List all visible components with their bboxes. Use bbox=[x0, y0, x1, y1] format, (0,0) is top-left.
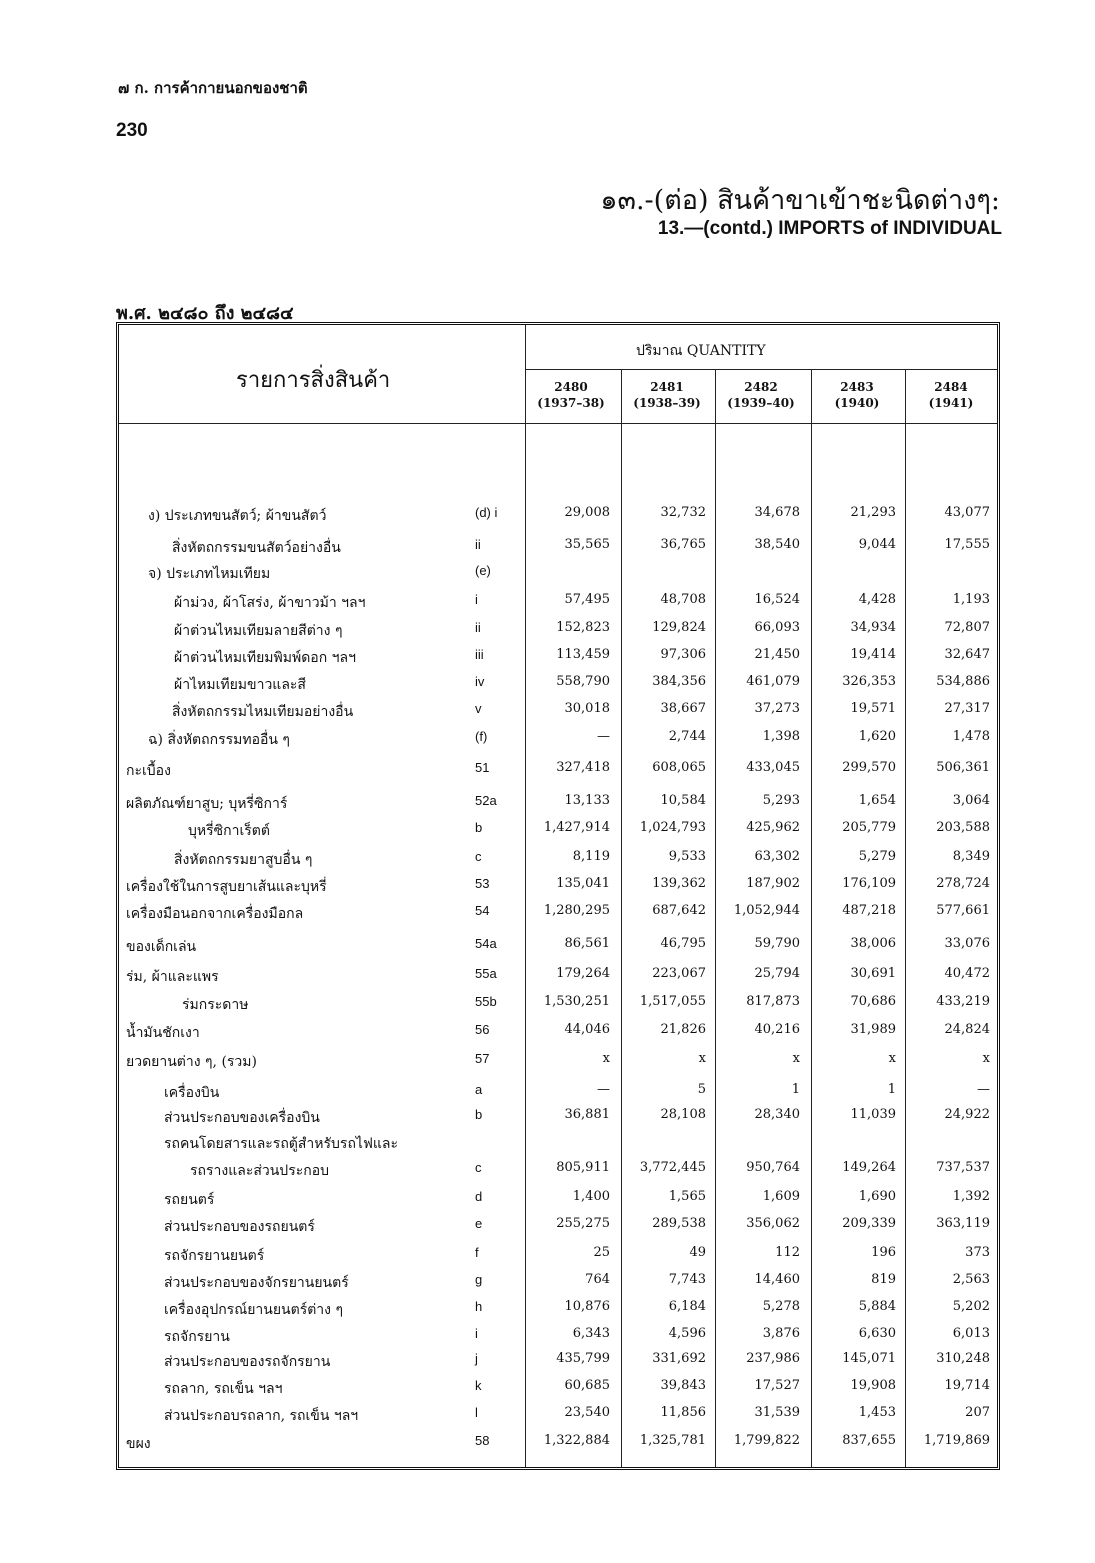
row-value: 38,540 bbox=[754, 537, 800, 552]
row-value: 145,071 bbox=[842, 1351, 896, 1366]
row-value: 310,248 bbox=[936, 1351, 990, 1366]
row-code: h bbox=[475, 1299, 483, 1314]
row-value: 34,678 bbox=[754, 505, 800, 520]
table-row bbox=[118, 592, 998, 618]
table-row bbox=[118, 674, 998, 700]
row-value: 24,922 bbox=[944, 1107, 990, 1122]
row-value: 1,052,944 bbox=[733, 903, 800, 918]
row-value: 36,881 bbox=[564, 1107, 610, 1122]
table-row bbox=[118, 1405, 998, 1431]
row-value: 23,540 bbox=[564, 1405, 610, 1420]
row-value: 19,908 bbox=[850, 1378, 896, 1393]
row-code: (f) bbox=[475, 729, 488, 744]
row-value: 327,418 bbox=[556, 760, 610, 775]
table-row bbox=[118, 647, 998, 673]
row-code: iv bbox=[475, 674, 485, 689]
row-value: 1,478 bbox=[952, 729, 990, 744]
items-column-header: รายการสิ่งสินค้า bbox=[236, 368, 391, 393]
row-code: 54 bbox=[475, 903, 490, 918]
row-value: 433,219 bbox=[936, 994, 990, 1009]
row-value: 31,989 bbox=[850, 1022, 896, 1037]
table-row bbox=[118, 729, 998, 755]
row-code: 51 bbox=[475, 760, 490, 775]
row-code: (e) bbox=[475, 563, 491, 578]
row-value: 46,795 bbox=[660, 936, 706, 951]
row-value: 19,571 bbox=[850, 701, 896, 716]
row-code: iii bbox=[475, 647, 484, 662]
row-label: ยวดยานต่าง ๆ, (รวม) bbox=[126, 1054, 257, 1070]
row-label: จ) ประเภทไหมเทียม bbox=[148, 566, 271, 582]
row-value: 819 bbox=[871, 1272, 896, 1287]
row-value: 289,538 bbox=[652, 1216, 706, 1231]
row-value: 1,325,781 bbox=[639, 1433, 706, 1448]
row-value: 425,962 bbox=[746, 820, 800, 835]
row-label: ส่วนประกอบของรถยนตร์ bbox=[164, 1219, 315, 1235]
row-code: c bbox=[475, 1160, 482, 1175]
row-value: 35,565 bbox=[564, 537, 610, 552]
row-label: กะเบื้อง bbox=[126, 763, 171, 779]
row-label: สิ่งหัตถกรรมขนสัตว์อย่างอื่น bbox=[172, 540, 341, 556]
row-label: บุหรี่ซิกาเร็ตต์ bbox=[188, 823, 270, 839]
row-label: เครื่องมือนอกจากเครื่องมือกล bbox=[126, 906, 304, 922]
table-row bbox=[118, 793, 998, 819]
row-value: 1,517,055 bbox=[639, 994, 706, 1009]
row-value: 38,667 bbox=[660, 701, 706, 716]
row-code: 54a bbox=[475, 936, 497, 951]
row-code: g bbox=[475, 1272, 483, 1287]
row-label: ผ้าม่วง, ผ้าโสร่ง, ผ้าขาวม้า ฯลฯ bbox=[174, 595, 366, 611]
row-value: 16,524 bbox=[754, 592, 800, 607]
row-value: 10,584 bbox=[660, 793, 706, 808]
row-value: 63,302 bbox=[754, 849, 800, 864]
row-value: 1,654 bbox=[858, 793, 896, 808]
year-header: 2482 (1939–40) bbox=[727, 380, 795, 410]
row-value: 112 bbox=[775, 1245, 800, 1260]
row-value: — bbox=[977, 1082, 990, 1097]
row-value: 1,400 bbox=[572, 1189, 610, 1204]
row-value: 5,202 bbox=[952, 1299, 990, 1314]
row-value: x bbox=[698, 1051, 706, 1066]
row-code: 57 bbox=[475, 1051, 490, 1066]
table-row bbox=[118, 1022, 998, 1048]
row-label: สิ่งหัตถกรรมยาสูบอื่น ๆ bbox=[174, 852, 313, 868]
row-value: 3,772,445 bbox=[639, 1160, 706, 1175]
row-code: i bbox=[475, 592, 478, 607]
row-value: 2,744 bbox=[668, 729, 706, 744]
row-value: x bbox=[982, 1051, 990, 1066]
row-code: 58 bbox=[475, 1433, 490, 1448]
row-value: 817,873 bbox=[746, 994, 800, 1009]
row-value: 8,119 bbox=[572, 849, 610, 864]
row-label: ส่วนประกอบของจักรยานยนตร์ bbox=[164, 1275, 349, 1291]
row-value: x bbox=[602, 1051, 610, 1066]
row-value: 805,911 bbox=[556, 1160, 610, 1175]
row-value: 534,886 bbox=[936, 674, 990, 689]
row-value: 506,361 bbox=[936, 760, 990, 775]
row-code: b bbox=[475, 820, 483, 835]
row-code: f bbox=[475, 1245, 479, 1260]
row-code: e bbox=[475, 1216, 483, 1231]
row-value: 59,790 bbox=[754, 936, 800, 951]
row-value: 135,041 bbox=[556, 876, 610, 891]
row-label: ส่วนประกอบรถลาก, รถเข็น ฯลฯ bbox=[164, 1408, 359, 1424]
year-header: 2480 (1937–38) bbox=[537, 380, 605, 410]
row-value: 1,024,793 bbox=[639, 820, 706, 835]
row-value: 255,275 bbox=[556, 1216, 610, 1231]
table-row bbox=[118, 1133, 998, 1159]
row-label: รถจักรยาน bbox=[164, 1329, 230, 1345]
row-code: k bbox=[475, 1378, 482, 1393]
row-value: 687,642 bbox=[652, 903, 706, 918]
row-value: 373 bbox=[965, 1245, 990, 1260]
row-value: 608,065 bbox=[652, 760, 706, 775]
row-value: 209,339 bbox=[842, 1216, 896, 1231]
row-value: 1,453 bbox=[858, 1405, 896, 1420]
table-row bbox=[118, 537, 998, 563]
row-label: รถยนตร์ bbox=[164, 1192, 215, 1208]
row-value: 6,343 bbox=[572, 1326, 610, 1341]
row-value: 1,799,822 bbox=[733, 1433, 800, 1448]
table-title-english: 13.—(contd.) IMPORTS of INDIVIDUAL bbox=[657, 218, 1002, 239]
row-value: 19,414 bbox=[850, 647, 896, 662]
row-value: 30,018 bbox=[564, 701, 610, 716]
table-row bbox=[118, 849, 998, 875]
row-value: 32,647 bbox=[944, 647, 990, 662]
row-label: เครื่องใช้ในการสูบยาเส้นและบุหรี่ bbox=[126, 879, 327, 895]
row-value: 299,570 bbox=[842, 760, 896, 775]
row-value: 113,459 bbox=[556, 647, 610, 662]
header-divider bbox=[119, 423, 997, 424]
table-row bbox=[118, 1351, 998, 1377]
row-value: 6,630 bbox=[858, 1326, 896, 1341]
row-value: 5,293 bbox=[762, 793, 800, 808]
table-row bbox=[118, 966, 998, 992]
row-value: 34,934 bbox=[850, 620, 896, 635]
table-row bbox=[118, 1216, 998, 1242]
row-value: 70,686 bbox=[850, 994, 896, 1009]
table-row bbox=[118, 1245, 998, 1271]
row-value: 72,807 bbox=[944, 620, 990, 635]
row-value: 6,184 bbox=[668, 1299, 706, 1314]
row-label: ผ้าไหมเทียมขาวและสี bbox=[174, 677, 306, 693]
row-value: 1,609 bbox=[762, 1189, 800, 1204]
table-row bbox=[118, 903, 998, 929]
row-value: 43,077 bbox=[944, 505, 990, 520]
row-value: 1,280,295 bbox=[543, 903, 610, 918]
row-code: ii bbox=[475, 537, 481, 552]
row-value: 363,119 bbox=[936, 1216, 990, 1231]
row-value: 40,216 bbox=[754, 1022, 800, 1037]
table-row bbox=[118, 994, 998, 1020]
row-value: 950,764 bbox=[746, 1160, 800, 1175]
row-value: 356,062 bbox=[746, 1216, 800, 1231]
table-row bbox=[118, 760, 998, 786]
row-label: รถลาก, รถเข็น ฯลฯ bbox=[164, 1381, 283, 1397]
row-value: 49 bbox=[689, 1245, 706, 1260]
row-label: รถคนโดยสารและรถตู้สำหรับรถไฟและ bbox=[164, 1136, 398, 1152]
row-value: 10,876 bbox=[564, 1299, 610, 1314]
row-label: เครื่องบิน bbox=[164, 1085, 220, 1101]
row-value: 97,306 bbox=[660, 647, 706, 662]
row-value: 21,826 bbox=[660, 1022, 706, 1037]
table-row bbox=[118, 701, 998, 727]
row-value: 433,045 bbox=[746, 760, 800, 775]
row-value: 152,823 bbox=[556, 620, 610, 635]
row-code: d bbox=[475, 1189, 483, 1204]
row-value: 33,076 bbox=[944, 936, 990, 951]
table-row bbox=[118, 1107, 998, 1133]
row-value: 37,273 bbox=[754, 701, 800, 716]
row-value: x bbox=[792, 1051, 800, 1066]
row-value: 331,692 bbox=[652, 1351, 706, 1366]
row-value: 1,530,251 bbox=[543, 994, 610, 1009]
row-value: 24,824 bbox=[944, 1022, 990, 1037]
row-label: ผ้าต่วนไหมเทียมลายสีต่าง ๆ bbox=[174, 623, 343, 639]
row-value: 237,986 bbox=[746, 1351, 800, 1366]
row-value: 8,349 bbox=[952, 849, 990, 864]
row-value: 207 bbox=[965, 1405, 990, 1420]
row-value: 5 bbox=[697, 1082, 706, 1097]
row-value: 1,565 bbox=[668, 1189, 706, 1204]
row-label: ของเด็กเล่น bbox=[126, 939, 197, 955]
row-value: 9,533 bbox=[668, 849, 706, 864]
row-value: 5,884 bbox=[858, 1299, 896, 1314]
row-value: 764 bbox=[585, 1272, 610, 1287]
row-value: 326,353 bbox=[842, 674, 896, 689]
table-row bbox=[118, 1160, 998, 1186]
row-value: 1,427,914 bbox=[543, 820, 610, 835]
row-value: 6,013 bbox=[952, 1326, 990, 1341]
table-row bbox=[118, 620, 998, 646]
row-label: ร่มกระดาษ bbox=[182, 997, 249, 1013]
row-value: 1,398 bbox=[762, 729, 800, 744]
row-value: 1 bbox=[887, 1082, 896, 1097]
row-value: 4,596 bbox=[668, 1326, 706, 1341]
row-value: 5,278 bbox=[762, 1299, 800, 1314]
row-label: ง) ประเภทขนสัตว์; ผ้าขนสัตว์ bbox=[148, 508, 327, 524]
row-value: 19,714 bbox=[944, 1378, 990, 1393]
row-value: 11,856 bbox=[660, 1405, 706, 1420]
row-code: 52a bbox=[475, 793, 497, 808]
row-code: (d) i bbox=[475, 505, 498, 520]
row-value: 737,537 bbox=[936, 1160, 990, 1175]
row-value: 32,732 bbox=[660, 505, 706, 520]
table-row bbox=[118, 1189, 998, 1215]
year-header: 2484 (1941) bbox=[928, 380, 974, 410]
row-value: 149,264 bbox=[842, 1160, 896, 1175]
row-value: 25 bbox=[593, 1245, 610, 1260]
row-label: เครื่องอุปกรณ์ยานยนตร์ต่าง ๆ bbox=[164, 1302, 343, 1318]
table-row bbox=[118, 1326, 998, 1352]
row-label: ขผง bbox=[126, 1436, 151, 1452]
table-row bbox=[118, 505, 998, 531]
row-value: 1,690 bbox=[858, 1189, 896, 1204]
row-value: 203,588 bbox=[936, 820, 990, 835]
row-value: 179,264 bbox=[556, 966, 610, 981]
row-value: 187,902 bbox=[746, 876, 800, 891]
row-code: ii bbox=[475, 620, 481, 635]
row-value: 1,392 bbox=[952, 1189, 990, 1204]
row-value: 577,661 bbox=[936, 903, 990, 918]
header-divider bbox=[525, 369, 997, 370]
row-value: 2,563 bbox=[952, 1272, 990, 1287]
row-value: — bbox=[597, 729, 610, 744]
row-code: 55b bbox=[475, 994, 497, 1009]
table-row bbox=[118, 1433, 998, 1459]
table-row bbox=[118, 936, 998, 962]
row-value: 17,555 bbox=[944, 537, 990, 552]
row-value: 31,539 bbox=[754, 1405, 800, 1420]
row-code: 53 bbox=[475, 876, 490, 891]
row-value: 48,708 bbox=[660, 592, 706, 607]
row-value: 384,356 bbox=[652, 674, 706, 689]
row-code: i bbox=[475, 1326, 478, 1341]
row-value: 1,719,869 bbox=[923, 1433, 990, 1448]
row-value: 21,293 bbox=[850, 505, 896, 520]
row-label: ฉ) สิ่งหัตถกรรมทออื่น ๆ bbox=[148, 732, 290, 748]
page-number: 230 bbox=[116, 120, 148, 141]
table-row bbox=[118, 563, 998, 589]
row-value: 196 bbox=[871, 1245, 896, 1260]
row-value: 278,724 bbox=[936, 876, 990, 891]
quantity-header: ปริมาณ QUANTITY bbox=[636, 343, 766, 359]
row-code: j bbox=[475, 1351, 478, 1366]
row-value: 13,133 bbox=[564, 793, 610, 808]
row-value: 1,193 bbox=[952, 592, 990, 607]
row-value: 17,527 bbox=[754, 1378, 800, 1393]
row-value: 129,824 bbox=[652, 620, 706, 635]
row-value: 1 bbox=[791, 1082, 800, 1097]
row-value: 3,876 bbox=[762, 1326, 800, 1341]
row-label: รถรางและส่วนประกอบ bbox=[190, 1163, 330, 1179]
row-value: 28,340 bbox=[754, 1107, 800, 1122]
row-label: น้ำมันชักเงา bbox=[126, 1025, 200, 1041]
row-label: รถจักรยานยนตร์ bbox=[164, 1248, 265, 1264]
row-value: 205,779 bbox=[842, 820, 896, 835]
row-value: 40,472 bbox=[944, 966, 990, 981]
row-value: 27,317 bbox=[944, 701, 990, 716]
row-value: 1,322,884 bbox=[543, 1433, 610, 1448]
row-code: a bbox=[475, 1082, 483, 1097]
row-label: ร่ม, ผ้าและแพร bbox=[126, 969, 219, 985]
row-value: 4,428 bbox=[858, 592, 896, 607]
row-code: l bbox=[475, 1405, 478, 1420]
table-row bbox=[118, 876, 998, 902]
row-label: ผลิตภัณฑ์ยาสูบ; บุหรี่ซิการ์ bbox=[126, 796, 288, 812]
row-value: 461,079 bbox=[746, 674, 800, 689]
row-value: 3,064 bbox=[952, 793, 990, 808]
row-value: 14,460 bbox=[754, 1272, 800, 1287]
row-value: 1,620 bbox=[858, 729, 896, 744]
row-label: ส่วนประกอบของเครื่องบิน bbox=[164, 1110, 320, 1126]
table-row bbox=[118, 1272, 998, 1298]
row-label: ส่วนประกอบของรถจักรยาน bbox=[164, 1354, 331, 1370]
row-code: 55a bbox=[475, 966, 497, 981]
row-value: 139,362 bbox=[652, 876, 706, 891]
row-value: 60,685 bbox=[564, 1378, 610, 1393]
row-code: 56 bbox=[475, 1022, 490, 1037]
row-value: 29,008 bbox=[564, 505, 610, 520]
row-value: — bbox=[597, 1082, 610, 1097]
row-value: 57,495 bbox=[564, 592, 610, 607]
row-label: สิ่งหัตถกรรมไหมเทียมอย่างอื่น bbox=[172, 704, 354, 720]
row-value: x bbox=[888, 1051, 896, 1066]
row-value: 38,006 bbox=[850, 936, 896, 951]
row-value: 9,044 bbox=[858, 537, 896, 552]
row-value: 44,046 bbox=[564, 1022, 610, 1037]
row-code: c bbox=[475, 849, 482, 864]
table-title-thai: ๑๓.-(ต่อ) สินค้าขาเข้าชะนิดต่างๆ: bbox=[600, 185, 1000, 216]
row-value: 30,691 bbox=[850, 966, 896, 981]
row-value: 66,093 bbox=[754, 620, 800, 635]
row-value: 21,450 bbox=[754, 647, 800, 662]
row-value: 25,794 bbox=[754, 966, 800, 981]
row-value: 36,765 bbox=[660, 537, 706, 552]
table-row bbox=[118, 820, 998, 846]
row-value: 435,799 bbox=[556, 1351, 610, 1366]
row-code: b bbox=[475, 1107, 483, 1122]
year-header: 2483 (1940) bbox=[834, 380, 880, 410]
row-value: 5,279 bbox=[858, 849, 896, 864]
row-value: 837,655 bbox=[842, 1433, 896, 1448]
row-value: 223,067 bbox=[652, 966, 706, 981]
years-range: พ.ศ. ๒๔๘๐ ถึง ๒๔๘๔ bbox=[116, 303, 294, 324]
row-value: 176,109 bbox=[842, 876, 896, 891]
row-value: 487,218 bbox=[842, 903, 896, 918]
section-heading: ๗ ก. การค้ากายนอกของชาติ bbox=[118, 79, 308, 97]
row-label: ผ้าต่วนไหมเทียมพิมพ์ดอก ฯลฯ bbox=[174, 650, 356, 666]
row-value: 28,108 bbox=[660, 1107, 706, 1122]
table-row bbox=[118, 1051, 998, 1077]
row-value: 39,843 bbox=[660, 1378, 706, 1393]
table-row bbox=[118, 1378, 998, 1404]
table-row bbox=[118, 1299, 998, 1325]
year-header: 2481 (1938–39) bbox=[633, 380, 701, 410]
row-value: 11,039 bbox=[850, 1107, 896, 1122]
row-code: v bbox=[475, 701, 482, 716]
row-value: 7,743 bbox=[668, 1272, 706, 1287]
table-row bbox=[118, 1082, 998, 1108]
row-value: 558,790 bbox=[556, 674, 610, 689]
row-value: 86,561 bbox=[564, 936, 610, 951]
